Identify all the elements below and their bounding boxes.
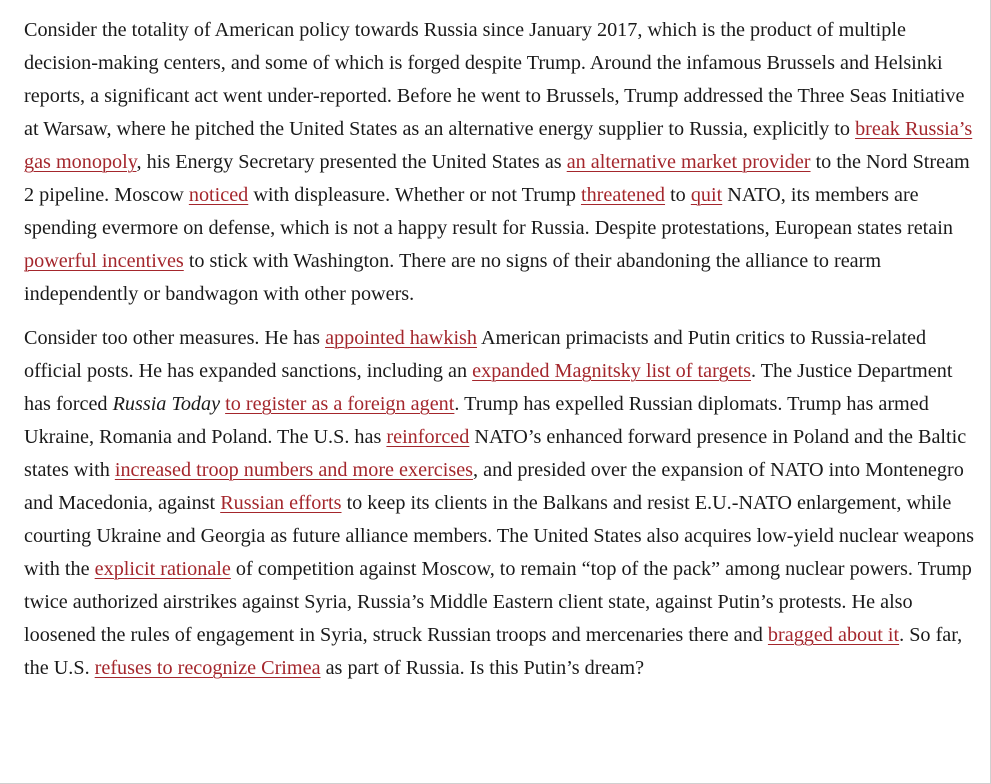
link-reinforced[interactable]: reinforced bbox=[386, 426, 470, 448]
text: . The Justice Department has forced bbox=[24, 360, 953, 415]
link-register-foreign-agent[interactable]: to register as a foreign agent bbox=[225, 393, 455, 415]
text: , and presided over the expansion of NATO into Montenegro and Macedonia, against bbox=[24, 459, 964, 514]
text: American primacists and Putin critics to Russia-related official posts. He has expanded sanctions, including an bbox=[24, 327, 927, 382]
text: Consider too other measures. He has bbox=[24, 327, 326, 349]
publication-name: Russia Today bbox=[112, 393, 221, 415]
link-alternative-market-provider[interactable]: an alternative market provider bbox=[566, 151, 811, 173]
link-explicit-rationale[interactable]: explicit rationale bbox=[94, 558, 231, 580]
text: to keep its clients in the Balkans and resist E.U.-NATO enlargement, while courting Ukraine and Georgia as future alliance members. The United States also acquires low-yield nuclear weapons with the bbox=[24, 492, 974, 580]
link-appointed-hawkish[interactable]: appointed hawkish bbox=[325, 327, 478, 349]
text: as part of Russia. Is this Putin’s dream? bbox=[320, 657, 645, 679]
text: . Trump has expelled Russian diplomats. Trump has armed Ukraine, Romania and Poland. The U.S. has bbox=[24, 393, 929, 448]
text: to bbox=[665, 184, 691, 206]
text: NATO, its members are spending evermore on defense, which is not a happy result for Russia. Despite protestations, European states retain bbox=[24, 184, 953, 239]
text: . So far, the U.S. bbox=[24, 624, 963, 679]
link-threatened[interactable]: threatened bbox=[580, 184, 666, 206]
article-body bbox=[24, 14, 974, 696]
link-bragged-about-it[interactable]: bragged about it bbox=[767, 624, 900, 646]
link-quit[interactable]: quit bbox=[690, 184, 723, 206]
paragraph-2 bbox=[24, 322, 974, 685]
link-expanded-magnitsky-list[interactable]: expanded Magnitsky list of targets bbox=[472, 360, 751, 382]
link-russian-efforts[interactable]: Russian efforts bbox=[220, 492, 342, 514]
link-refuses-recognize-crimea[interactable]: refuses to recognize Crimea bbox=[94, 657, 321, 679]
link-increased-troop-numbers[interactable]: increased troop numbers and more exercises bbox=[114, 459, 474, 481]
text: to stick with Washington. There are no signs of their abandoning the alliance to rearm independently or bandwagon with other powers. bbox=[24, 250, 882, 305]
text: , his Energy Secretary presented the United States as bbox=[136, 151, 567, 173]
text: Consider the totality of American policy towards Russia since January 2017, which is the product of multiple decision-making centers, and some of which is forged despite Trump. Around the infamous Brussels and Helsinki reports, a significant act went under-reported. Before he went to Brussels, Trump addressed the Three Seas Initiative at Warsaw, where he pitched the United States as an alternative energy supplier to Russia, explicitly to bbox=[24, 19, 965, 140]
text: NATO’s enhanced forward presence in Poland and the Baltic states with bbox=[24, 426, 967, 481]
text: to the Nord Stream 2 pipeline. Moscow bbox=[24, 151, 970, 206]
link-powerful-incentives[interactable]: powerful incentives bbox=[24, 250, 184, 272]
paragraph-1 bbox=[24, 14, 974, 311]
link-break-russias-gas-monopoly[interactable]: break Russia’s gas monopoly bbox=[24, 118, 973, 173]
text: with displeasure. Whether or not Trump bbox=[248, 184, 581, 206]
text: of competition against Moscow, to remain “top of the pack” among nuclear powers. Trump twice authorized airstrikes against Syria, Russia’s Middle Eastern client state, against Putin’s protests. He also loosened the rules of engagement in Syria, struck Russian troops and mercenaries there and bbox=[24, 558, 972, 646]
link-noticed[interactable]: noticed bbox=[188, 184, 249, 206]
